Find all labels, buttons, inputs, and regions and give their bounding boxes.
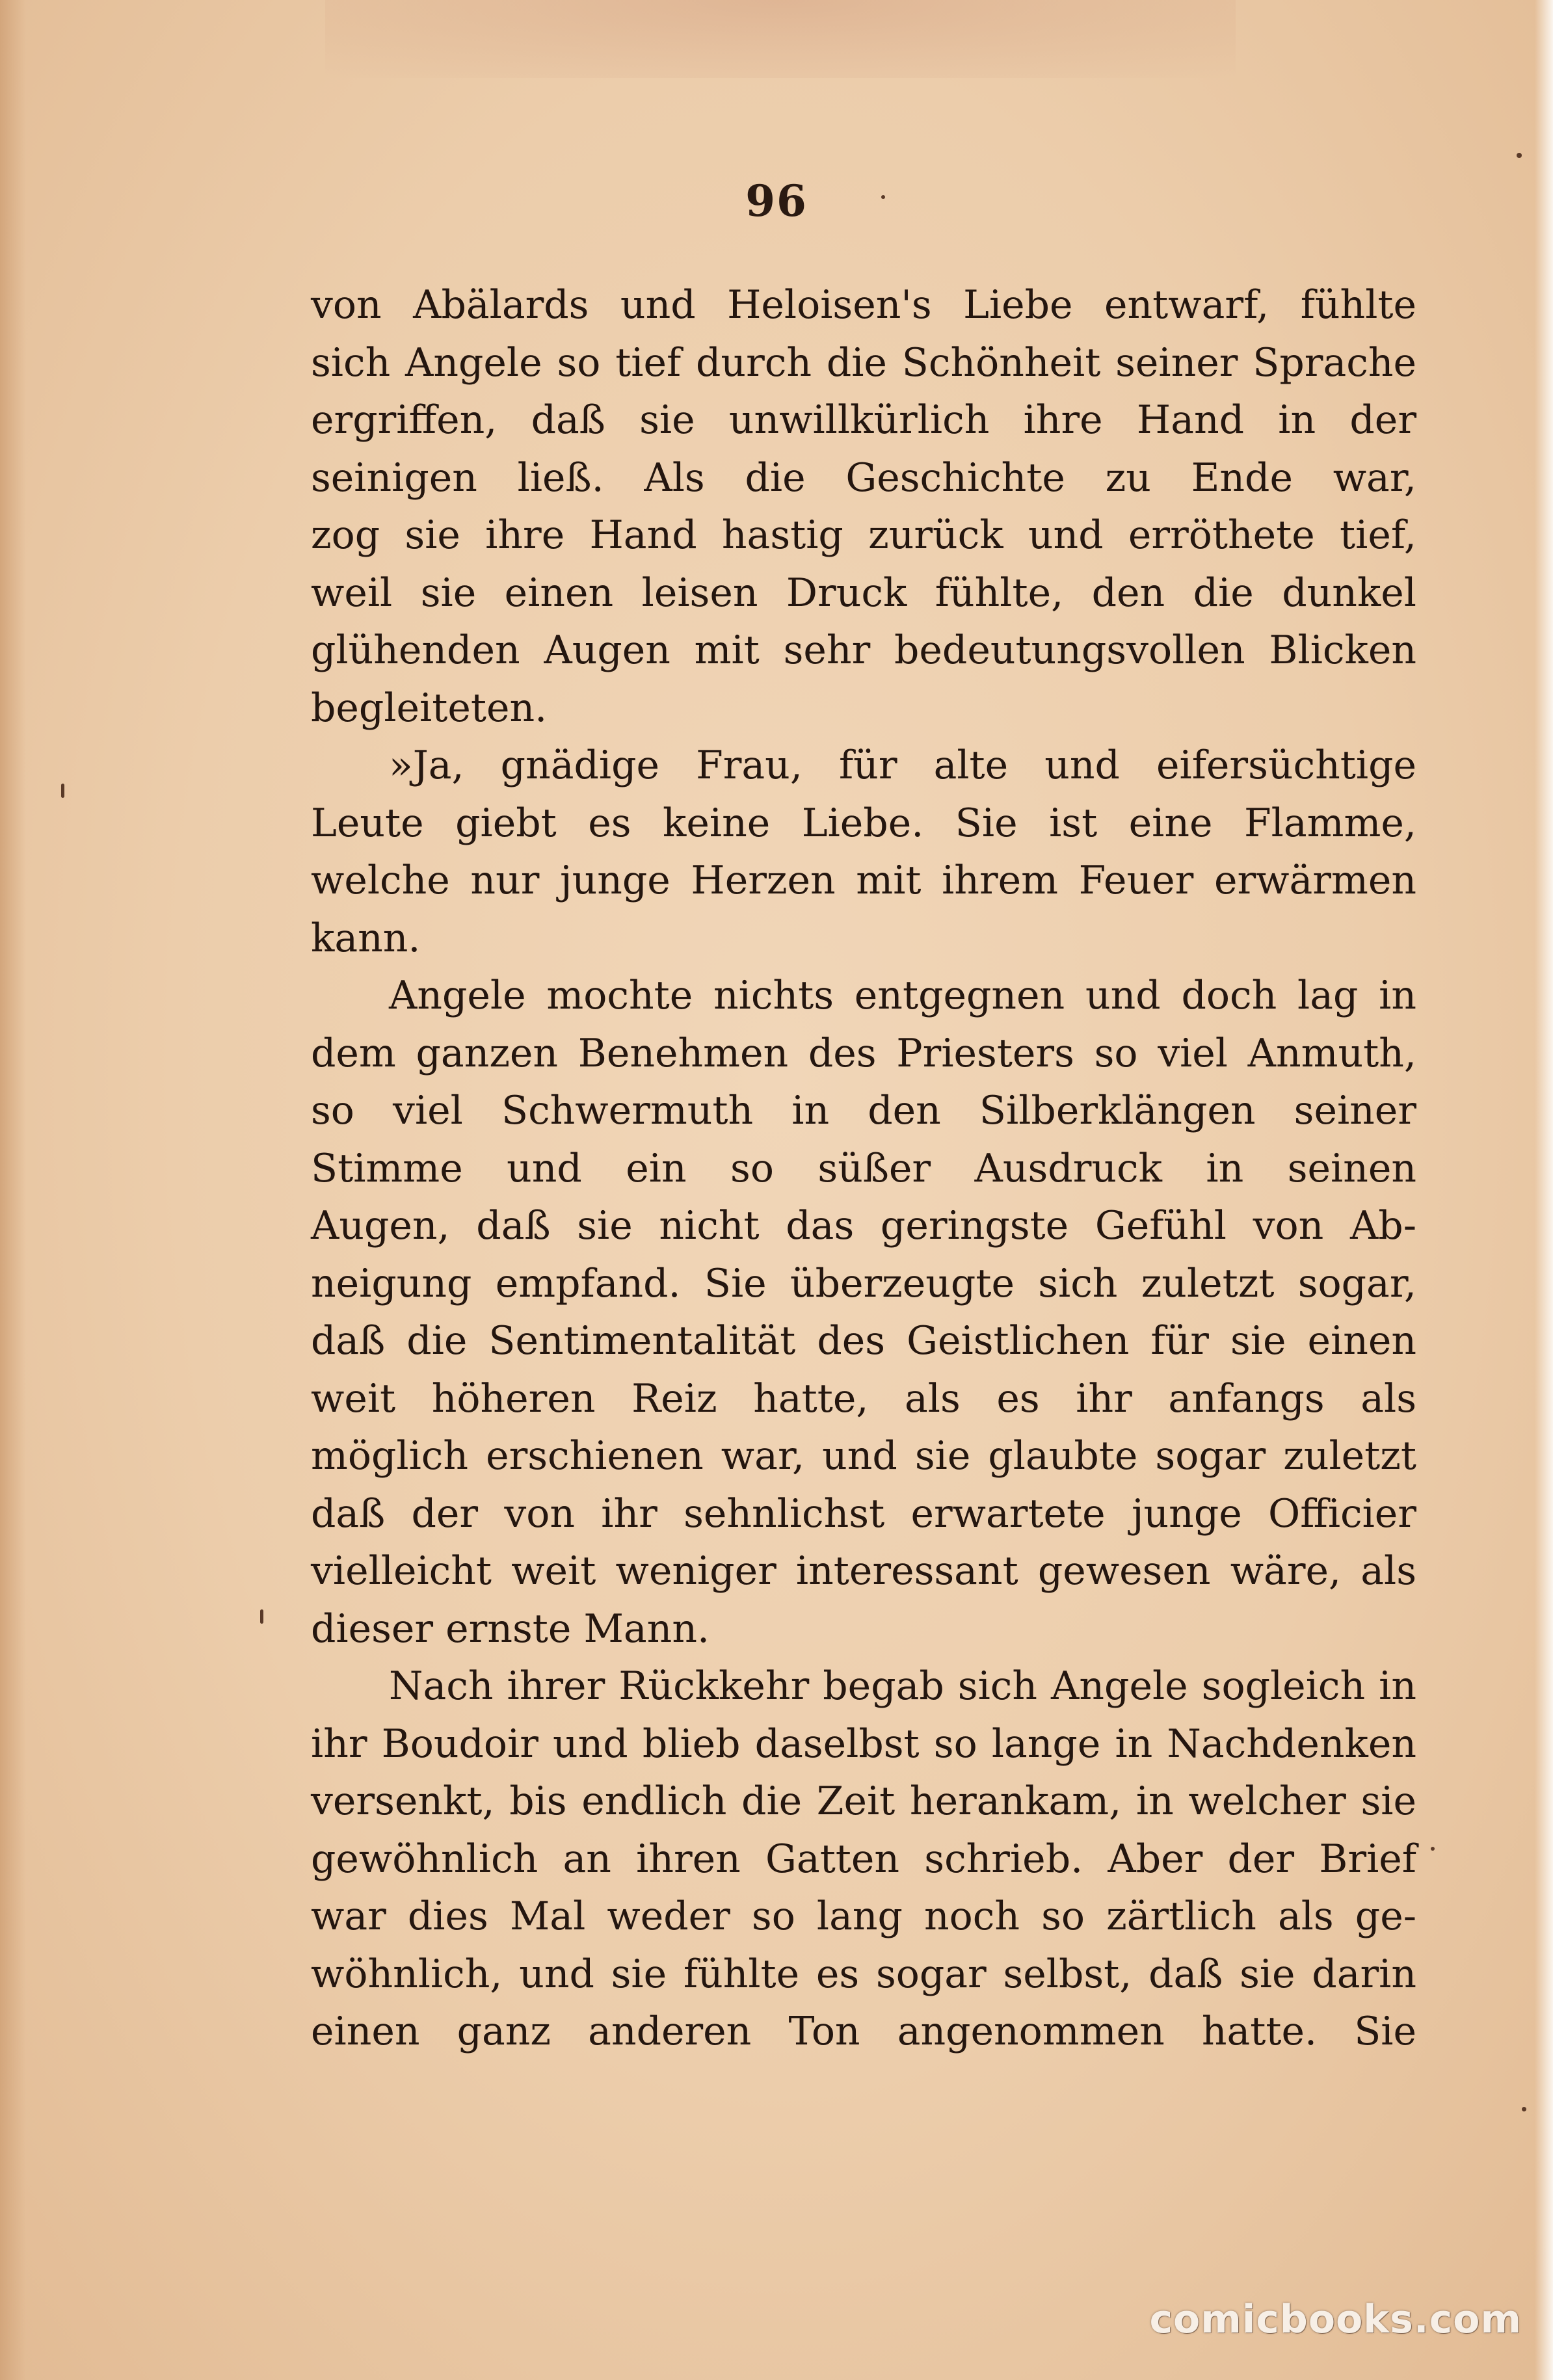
paper-speck: [260, 1609, 263, 1624]
text-line: so viel Schwermuth in den Silberklängen seiner: [311, 1088, 1416, 1133]
text-line: Angele mochte nichts entgegnen und doch lag in: [389, 973, 1416, 1018]
text-line: daß die Sentimentalität des Geistlichen für sie einen: [311, 1318, 1416, 1364]
text-line: seinigen ließ. Als die Geschichte zu Ende war,: [311, 455, 1416, 501]
paper-speck: [1522, 2107, 1526, 2111]
page-stain: [325, 0, 1236, 78]
text-line: Leute giebt es keine Liebe. Sie ist eine Flamme,: [311, 800, 1416, 846]
text-line: wöhnlich, und sie fühlte es sogar selbst, daß sie darin: [311, 1951, 1416, 1997]
text-line: ergriffen, daß sie unwillkürlich ihre Hand in der: [311, 397, 1416, 443]
text-line: neigung empfand. Sie überzeugte sich zuletzt sogar,: [311, 1260, 1416, 1306]
text-line: daß der von ihr sehnlichst erwartete junge Officier: [311, 1490, 1416, 1537]
body-text: [311, 276, 1416, 2061]
watermark: comicbooks.com: [1149, 2297, 1522, 2342]
text-line: weit höheren Reiz hatte, als es ihr anfangs als: [311, 1375, 1416, 1421]
text-line: kann.: [311, 915, 421, 961]
text-line: Augen, daß sie nicht das geringste Gefühl von Ab-: [311, 1203, 1416, 1249]
text-line: zog sie ihre Hand hastig zurück und erröthete tief,: [311, 512, 1416, 558]
text-line: vielleicht weit weniger interessant gewesen wäre, als: [311, 1548, 1416, 1594]
text-line: gewöhnlich an ihren Gatten schrieb. Aber der Brief: [311, 1836, 1416, 1882]
text-line: war dies Mal weder so lang noch so zärtlich als ge-: [311, 1894, 1416, 1939]
page-edge-right: [1535, 0, 1553, 2380]
text-line: weil sie einen leisen Druck fühlte, den die dunkel: [311, 570, 1416, 616]
text-line: möglich erschienen war, und sie glaubte sogar zuletzt: [311, 1433, 1416, 1479]
text-line: welche nur junge Herzen mit ihrem Feuer erwärmen: [311, 858, 1416, 903]
page-shadow-left: [0, 0, 26, 2380]
paper-speck: [61, 784, 64, 798]
text-line: begleiteten.: [311, 685, 548, 731]
text-line: versenkt, bis endlich die Zeit herankam, in welcher sie: [311, 1778, 1416, 1824]
text-line: einen ganz anderen Ton angenommen hatte. Sie: [311, 2009, 1416, 2054]
text-line: von Abälards und Heloisen's Liebe entwarf, fühlte: [311, 282, 1416, 328]
text-line: Stimme und ein so süßer Ausdruck in seinen: [311, 1145, 1416, 1191]
text-line: dem ganzen Benehmen des Priesters so viel Anmuth,: [311, 1030, 1416, 1076]
text-line: sich Angele so tief durch die Schönheit seiner Sprache: [311, 339, 1416, 386]
text-line: glühenden Augen mit sehr bedeutungsvollen Blicken: [311, 628, 1416, 673]
text-line: dieser ernste Mann.: [311, 1606, 710, 1652]
page-number: 96: [745, 176, 808, 226]
text-line: ihr Boudoir und blieb daselbst so lange in Nachdenken: [311, 1721, 1416, 1767]
text-line: Nach ihrer Rückkehr begab sich Angele sogleich in: [389, 1663, 1416, 1709]
text-line: »Ja, gnädige Frau, für alte und eifersüchtige: [389, 743, 1416, 788]
paper-speck: [1517, 153, 1522, 158]
paper-speck: [1431, 1847, 1435, 1851]
